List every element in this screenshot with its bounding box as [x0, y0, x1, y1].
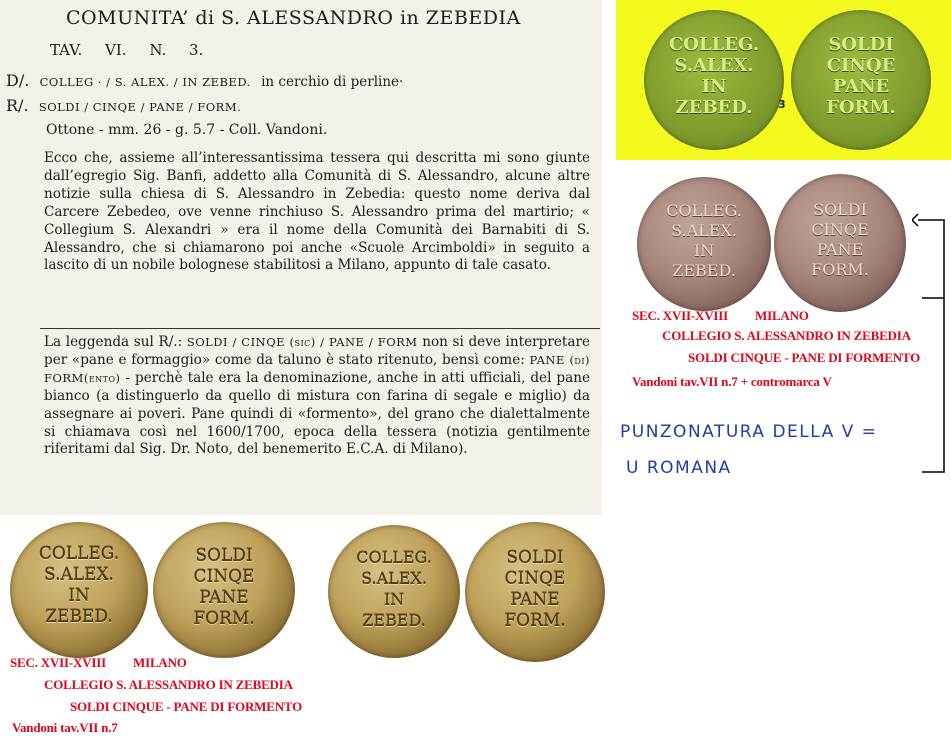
para2-intro: La leggenda sul R/.:: [44, 334, 183, 350]
copper-coin-obverse: [637, 177, 771, 311]
caption-bottom-line1: SEC. XVII-XVIII MILANO: [10, 655, 187, 670]
plate-obverse-legend: COLLEG. S.ALEX. IN ZEBED.: [668, 34, 760, 118]
caption-right-line1: SEC. XVII-XVIII MILANO: [632, 308, 809, 323]
plate-coin-reverse: [791, 10, 931, 150]
brass-coin-2-reverse: [465, 522, 605, 662]
obverse-description: [6, 71, 403, 90]
para2-text-b: - perchè tale era la denominazione, anche in atti ufficiali, del pane bianco (a distinguerlo da quello di mistura con farina di segale e miglio) da assegnare ai poveri. Pane quindi di «formento», del grano che dialettalmente si chiamava così nel 1600/1700, epoca della tessera (notizia gentilmente riferitami dal Sig. Dr. Noto, del benemerito E.C.A. di Milano).: [44, 369, 590, 458]
para2-text-a: non si deve interpretare per «pane e formaggio» come da taluno è stato ritenuto, bensì come:: [44, 334, 590, 368]
number-label: N. 3.: [149, 41, 204, 59]
brass-coin-2-obverse-legend: COLLEG. S.ALEX. IN ZEBED.: [356, 548, 432, 630]
obverse-desc: in cerchio di perline·: [261, 74, 404, 90]
caption-right-line4: Vandoni tav.VII n.7 + contromarca V: [632, 374, 832, 389]
document-title: COMUNITA’ di S. ALESSANDRO in ZEBEDIA: [66, 7, 521, 29]
divider-line: [40, 328, 600, 329]
handwritten-note-line1: PUNZONATURA DELLA V =: [620, 422, 878, 442]
copper-reverse-legend: SOLDI CINQE PANE FORM.: [811, 200, 869, 279]
para2-pane-form: PANE (di) FORM(ento): [44, 352, 590, 385]
brass-coin-2-reverse-legend: SOLDI CINQE PANE FORM.: [504, 548, 566, 631]
paragraph-legend-interpretation: [44, 334, 590, 459]
plate-reverse-legend: SOLDI CINQE PANE FORM.: [826, 34, 896, 118]
brass-coin-1-obverse-legend: COLLEG. S.ALEX. IN ZEBED.: [38, 544, 120, 627]
caption-right-line2: COLLEGIO S. ALESSANDRO IN ZEBEDIA: [662, 328, 911, 343]
brass-coin-2-obverse: [328, 525, 460, 658]
handwritten-note-line2: U ROMANA: [626, 458, 732, 478]
reverse-legend: SOLDI / CINQE / PANE / FORM.: [38, 100, 242, 114]
reverse-marker: R/.: [6, 96, 29, 115]
obverse-marker: D/.: [6, 71, 30, 90]
caption-right-line3: SOLDI CINQUE - PANE DI FORMENTO: [688, 350, 921, 365]
obverse-legend: COLLEG · / S. ALEX. / IN ZEBED.: [39, 75, 251, 89]
caption-bottom-line2: COLLEGIO S. ALESSANDRO IN ZEBEDIA: [44, 677, 293, 692]
copper-coin-reverse: [774, 174, 906, 312]
brass-coin-1-reverse: [153, 522, 295, 658]
tav-label: TAV. VI.: [50, 41, 127, 59]
copper-obverse-legend: COLLEG. S.ALEX. IN ZEBED.: [666, 201, 742, 280]
plate-reference: [50, 41, 203, 59]
scanned-document: [0, 0, 602, 515]
coin-specs: Ottone - mm. 26 - g. 5.7 - Coll. Vandoni.: [46, 122, 328, 138]
plate-coin-obverse: [644, 10, 784, 150]
reverse-description: [6, 96, 241, 115]
brass-coin-1-obverse: [10, 522, 148, 658]
caption-bottom-line3: SOLDI CINQUE - PANE DI FORMENTO: [70, 699, 303, 714]
brass-coin-1-reverse-legend: SOLDI CINQE PANE FORM.: [193, 546, 255, 629]
paragraph-history: Ecco che, assieme all’interessantissima tessera qui descritta mi sono giunte dall’egregio Sig. Banfi, addetto alla Comunità di S. Alessandro, alcune altre notizie sulla chiesa di S. Alessandro in Zebedia: questo nome deriva dal Carcere Zebedeo, ove venne rinchiuso S. Alessandro prima del martirio; « Collegium S. Alexandri » era il nome della Comunità dei Barnabiti di S. Alessandro, che si chiamarono poi anche «Scuole Arcimboldi» in seguito a lascito di un nobile bolognese stabilitosi a Milano, appunto di tale casato.: [44, 150, 590, 274]
bracket-drawing: [912, 210, 950, 480]
caption-bottom-line4: Vandoni tav.VII n.7: [12, 720, 118, 735]
para2-legend: SOLDI / CINQE (sic) / PANE / FORM: [186, 335, 418, 349]
plate-number: 3: [778, 98, 786, 111]
highlighted-plate-image: [616, 0, 951, 160]
